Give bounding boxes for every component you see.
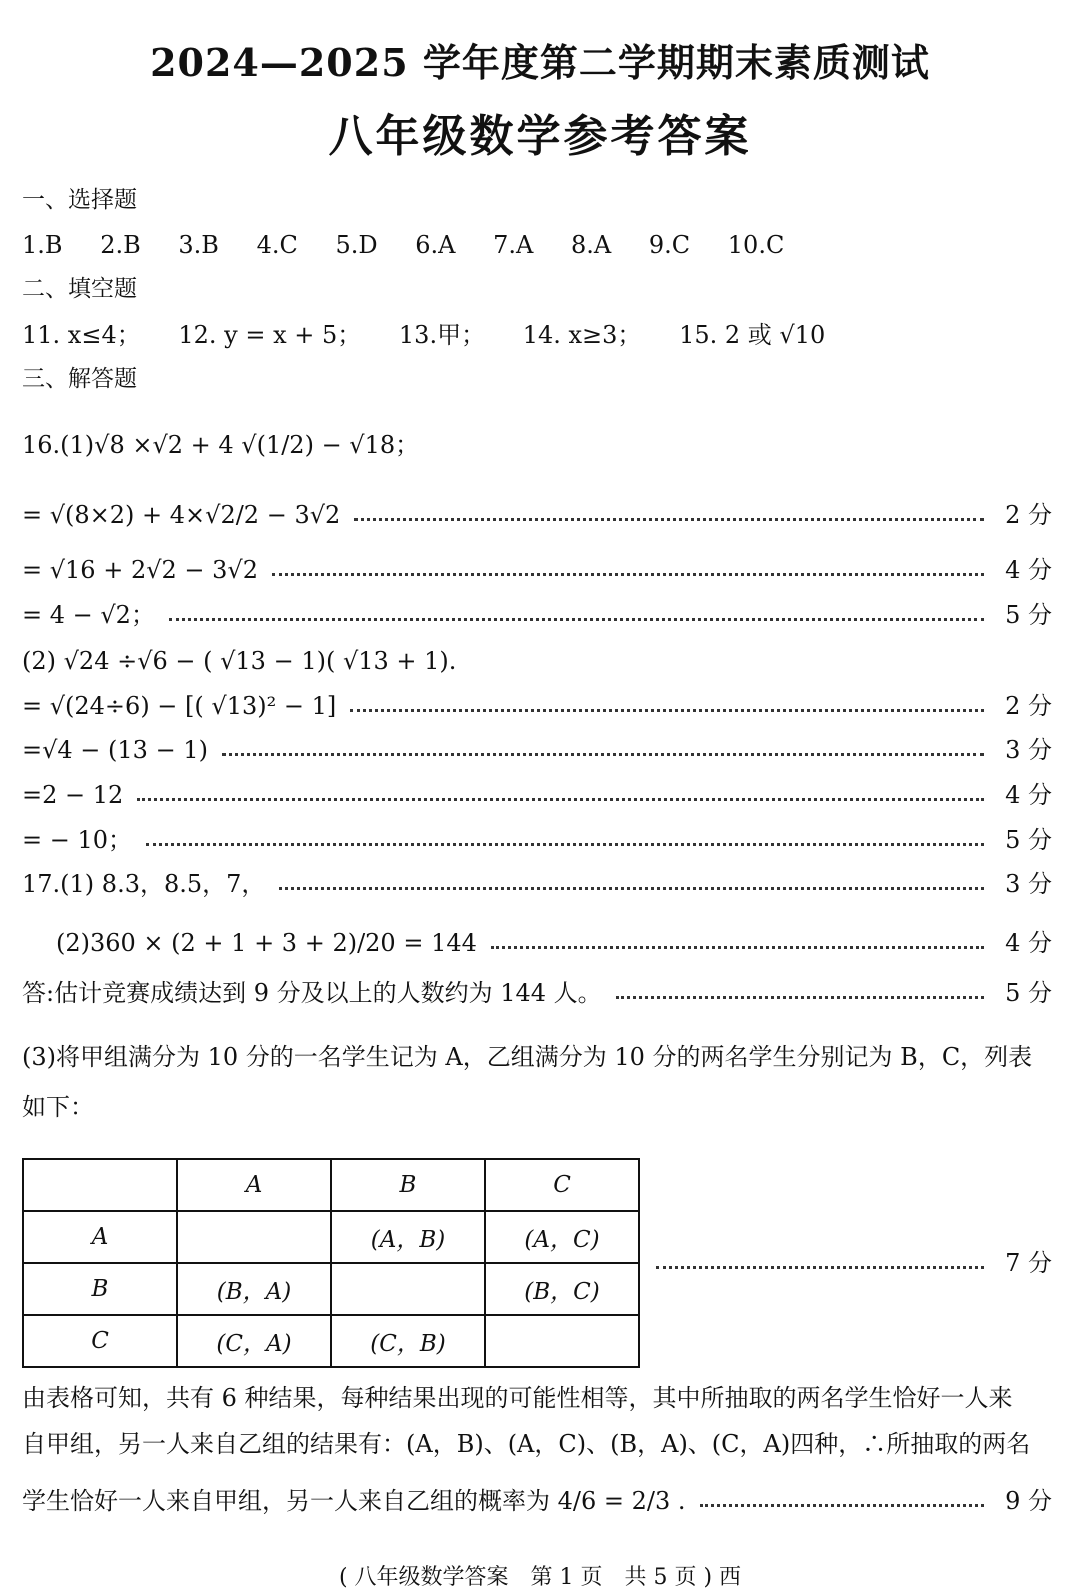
table-cell (331, 1263, 485, 1315)
outcome-table (22, 1158, 640, 1368)
step-points: 2 分 (1005, 501, 1052, 529)
step-expression: =√4 − (13 − 1) (22, 736, 208, 764)
answer-13: 13.甲； (398, 321, 486, 349)
answer-5: 5.D (335, 231, 378, 259)
step-expression: = √(24÷6) − [( √13)² − 1] (22, 692, 337, 720)
table-header-row (23, 1159, 639, 1211)
table-cell (23, 1159, 177, 1211)
q17-part2 (22, 926, 1052, 960)
conclusion-line-2: 自甲组，另一人来自乙组的结果有：(A，B)、(A，C)、(B，A)、(C，A)四种，∴所抽取的两名 (22, 1430, 1031, 1458)
q16-part1-problem: 16.(1)√8 ×√2 + 4 √(1/2) − √18； (22, 431, 420, 459)
table-cell: (C，A) (177, 1315, 331, 1367)
table-points-line (656, 1246, 1052, 1280)
table-row (23, 1263, 639, 1315)
step-points: 5 分 (1005, 601, 1052, 629)
answer-12: 12. y = x + 5； (178, 321, 362, 349)
answer-6: 6.A (415, 231, 456, 259)
choice-answers (22, 228, 1052, 262)
page-title: 2024—2025 学年度第二学期期末素质测试 (150, 40, 930, 85)
answer-11: 11. x≤4； (22, 321, 141, 349)
table-cell: C (23, 1315, 177, 1367)
page-footer: ( 八年级数学答案 第 1 页 共 5 页 ) 西 (338, 1565, 742, 1590)
step-expression: = − 10； (22, 826, 133, 854)
table-cell: (A，B) (331, 1211, 485, 1263)
leader-dots (222, 753, 984, 756)
step-points: 9 分 (1005, 1487, 1052, 1515)
q16-step (22, 553, 1052, 587)
leader-dots (700, 1504, 984, 1507)
conclusion-line-1: 由表格可知，共有 6 种结果，每种结果出现的可能性相等，其中所抽取的两名学生恰好一人来 (22, 1384, 1013, 1412)
step-points: 3 分 (1005, 736, 1052, 764)
leader-dots (354, 518, 984, 521)
q17-answer (22, 976, 1052, 1010)
step-points: 3 分 (1005, 870, 1052, 898)
leader-dots (146, 843, 984, 846)
leader-dots (279, 887, 984, 890)
step-expression: = 4 − √2； (22, 601, 155, 629)
leader-dots (137, 798, 984, 801)
table-cell: A (177, 1159, 331, 1211)
answer-9: 9.C (648, 231, 691, 259)
table-cell: (A，C) (485, 1211, 639, 1263)
step-expression: = √(8×2) + 4×√2/2 − 3√2 (22, 501, 341, 529)
step-points: 5 分 (1005, 979, 1052, 1007)
step-expression: 答:估计竞赛成绩达到 9 分及以上的人数约为 144 人。 (22, 979, 602, 1007)
table-row (23, 1315, 639, 1367)
step-expression: 17.(1) 8.3，8.5，7， (22, 870, 266, 898)
step-points: 4 分 (1005, 556, 1052, 584)
answer-1: 1.B (22, 231, 63, 259)
leader-dots (491, 946, 984, 949)
q17-part3-intro: (3)将甲组满分为 10 分的一名学生记为 A，乙组满分为 10 分的两名学生分别记为 B，C，列表如下： (22, 1043, 1033, 1121)
table-cell: B (23, 1263, 177, 1315)
table-cell: C (485, 1159, 639, 1211)
step-points: 5 分 (1005, 826, 1052, 854)
table-cell (485, 1315, 639, 1367)
q16-step (22, 598, 1052, 632)
answer-14: 14. x≥3； (522, 321, 642, 349)
step-points: 7 分 (1005, 1249, 1052, 1277)
step-expression: (2)360 × (2 + 1 + 3 + 2)/20 = 144 (56, 929, 477, 957)
answer-4: 4.C (256, 231, 298, 259)
leader-dots (656, 1266, 984, 1269)
table-row (23, 1211, 639, 1263)
q16-step (22, 778, 1052, 812)
q16-step (22, 733, 1052, 767)
leader-dots (169, 618, 984, 621)
leader-dots (350, 709, 984, 712)
table-cell: A (23, 1211, 177, 1263)
table-cell: B (331, 1159, 485, 1211)
section-solve-heading: 三、解答题 (22, 366, 137, 392)
q16-step (22, 823, 1052, 857)
step-expression: =2 − 12 (22, 781, 124, 809)
leader-dots (272, 573, 984, 576)
q16-step (22, 498, 1052, 532)
answer-15: 15. 2 或 √10 (679, 321, 826, 349)
answer-7: 7.A (493, 231, 534, 259)
q16-step (22, 689, 1052, 723)
leader-dots (616, 996, 984, 999)
section-choice-heading: 一、选择题 (22, 187, 137, 213)
fill-answers (22, 318, 1052, 352)
answer-10: 10.C (727, 231, 785, 259)
table-cell: (B，A) (177, 1263, 331, 1315)
table-cell: (C，B) (331, 1315, 485, 1367)
table-cell: (B，C) (485, 1263, 639, 1315)
answer-2: 2.B (100, 231, 141, 259)
conclusion-line-3 (22, 1484, 1052, 1518)
q16-part2-problem: (2) √24 ÷√6 − ( √13 − 1)( √13 + 1). (22, 647, 457, 675)
page-subtitle: 八年级数学参考答案 (328, 111, 752, 162)
step-points: 4 分 (1005, 929, 1052, 957)
section-fill-heading: 二、填空题 (22, 276, 137, 302)
q17-part1 (22, 867, 1052, 901)
step-points: 2 分 (1005, 692, 1052, 720)
table-cell (177, 1211, 331, 1263)
answer-8: 8.A (571, 231, 612, 259)
step-points: 4 分 (1005, 781, 1052, 809)
answer-3: 3.B (178, 231, 219, 259)
step-expression: 学生恰好一人来自甲组，另一人来自乙组的概率为 4/6 = 2/3 . (22, 1487, 686, 1515)
step-expression: = √16 + 2√2 − 3√2 (22, 556, 258, 584)
